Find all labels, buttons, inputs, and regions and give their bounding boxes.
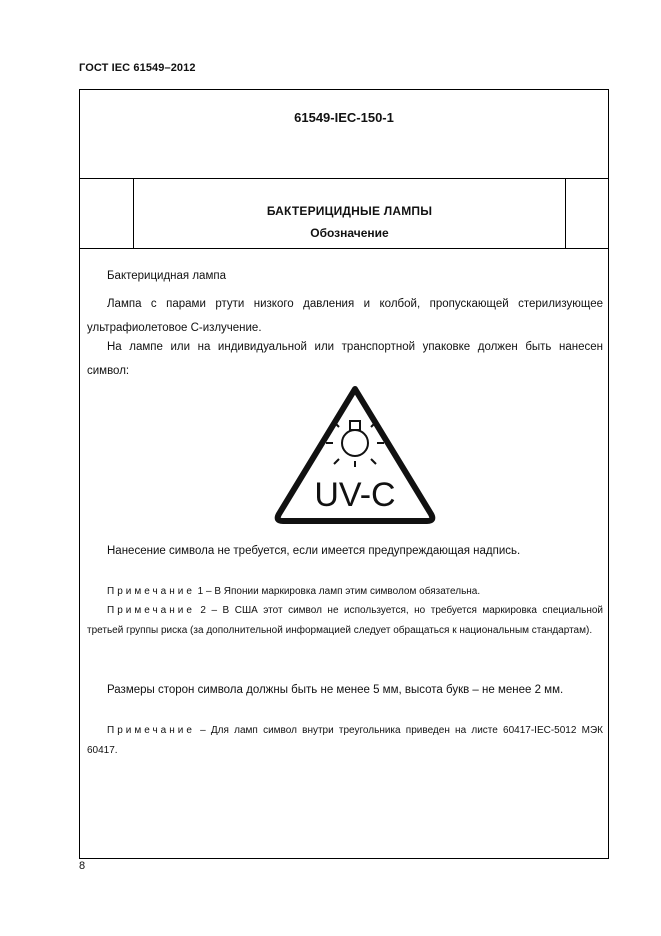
marking-requirement: На лампе или на индивидуальной или транспортной упаковке должен быть нанесен символ: xyxy=(87,341,603,377)
lamp-name: Бактерицидная лампа xyxy=(107,270,226,282)
note-3-label: Примечание xyxy=(107,725,195,736)
standard-header: ГОСТ IEC 61549–2012 xyxy=(79,62,196,74)
note-3 xyxy=(87,721,603,761)
sheet-subtitle: Обозначение xyxy=(310,226,389,240)
dimensions-requirement: Размеры сторон символа должны быть не менее 5 мм, высота букв – не менее 2 мм. xyxy=(107,684,564,696)
note-1-text: 1 – В Японии маркировка ламп этим символом обязательна. xyxy=(194,586,481,597)
note-2 xyxy=(87,601,603,641)
divider-right xyxy=(565,178,566,249)
sheet-title: БАКТЕРИЦИДНЫЕ ЛАМПЫ xyxy=(266,204,433,218)
sheet-id: 61549-IEC-150-1 xyxy=(294,110,394,125)
note-3-text: – Для ламп символ внутри треугольника приведен на листе 60417-IEC-5012 МЭК 60417. xyxy=(87,725,603,756)
lamp-description: Лампа с парами ртути низкого давления и колбой, пропускающей стерилизующее ультрафиолетовое С-излучение. xyxy=(87,298,603,334)
no-symbol-needed: Нанесение символа не требуется, если имеется предупреждающая надпись. xyxy=(107,545,521,557)
divider-top xyxy=(80,178,608,179)
note-2-label: Примечание xyxy=(107,605,195,616)
page-number: 8 xyxy=(79,860,86,872)
note-2-text: 2 – В США этот символ не используется, но требуется маркировка специальной третьей группы риска (за дополнительной информацией следует обращаться к национальным стандартам). xyxy=(87,605,603,636)
note-1 xyxy=(87,582,603,602)
divider-bottom xyxy=(80,248,608,249)
sheet-frame xyxy=(79,89,609,859)
note-1-label: Примечание xyxy=(107,586,195,597)
uv-c-label: UV-C xyxy=(314,476,396,514)
uv-c-warning-triangle-icon xyxy=(270,380,440,530)
